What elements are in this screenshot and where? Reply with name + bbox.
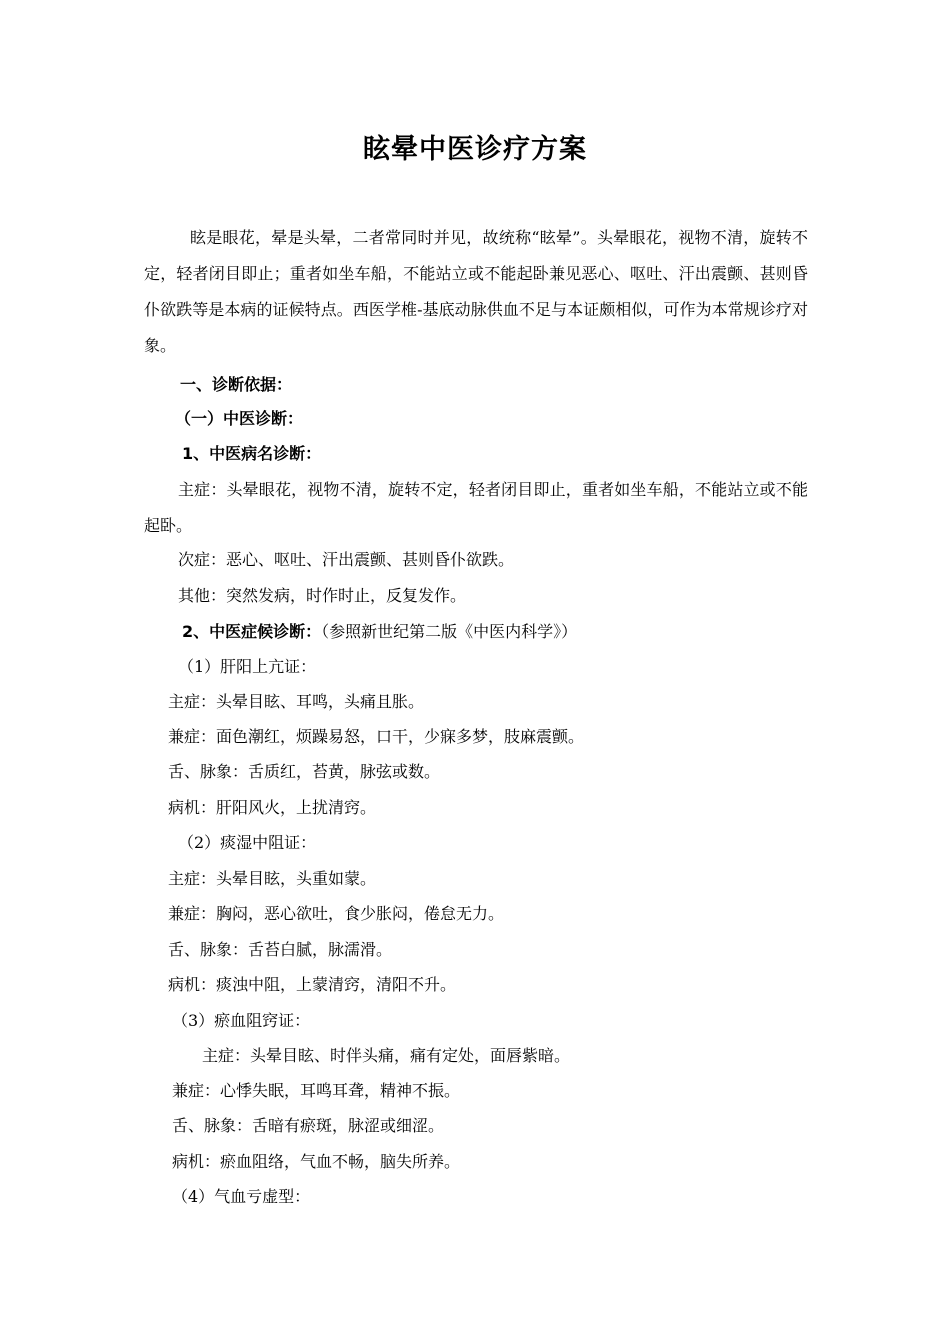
item-heading-syndrome-reference: （参照新世纪第二版《中医内科学》） — [321, 622, 578, 641]
syndrome-1-tongue-pulse: 舌、脉象：舌质红，苔黄，脉弦或数。 — [168, 762, 441, 781]
main-symptom-paragraph: 主症：头晕眼花，视物不清，旋转不定，轻者闭目即止，重者如坐车船，不能站立或不能起卧。 — [144, 480, 808, 535]
syndrome-3-main: 主症：头晕目眩、时伴头痛，痛有定处，面唇紫暗。 — [202, 1046, 571, 1065]
syndrome-3-tongue-pulse: 舌、脉象：舌暗有瘀斑，脉涩或细涩。 — [172, 1116, 445, 1135]
syndrome-4-title: （4）气血亏虚型： — [172, 1187, 311, 1206]
intro-paragraph: 眩是眼花，晕是头晕，二者常同时并见，故统称“眩晕”。头晕眼花，视物不清，旋转不定，轻者闭目即止；重者如坐车船，不能站立或不能起卧兼见恶心、呕吐、汗出震颤、甚则昏仆欲跌等是本病的证候特点。西医学椎-基底动脉供血不足与本证颇相似，可作为本常规诊疗对象。 — [144, 228, 808, 355]
item-heading-syndrome-label: 2、中医症候诊断： — [182, 622, 322, 641]
syndrome-1-title: （1）肝阳上亢证： — [178, 657, 317, 676]
other-symptom-line: 其他：突然发病，时作时止，反复发作。 — [178, 586, 467, 605]
item-heading-syndrome — [182, 617, 577, 647]
syndrome-3-title: （3）瘀血阻窍证： — [172, 1011, 311, 1030]
syndrome-2-tongue-pulse: 舌、脉象：舌苔白腻，脉濡滑。 — [168, 940, 393, 959]
syndrome-2-accompanying: 兼症：胸闷，恶心欲吐，食少胀闷，倦怠无力。 — [168, 904, 505, 923]
document-title: 眩晕中医诊疗方案 — [363, 134, 587, 165]
syndrome-2-main: 主症：头晕目眩，头重如蒙。 — [168, 869, 377, 888]
syndrome-3-pathogenesis: 病机：瘀血阻络，气血不畅，脑失所养。 — [172, 1152, 461, 1171]
secondary-symptom-line: 次症：恶心、呕吐、汗出震颤、甚则昏仆欲跌。 — [178, 550, 515, 569]
syndrome-1-main: 主症：头晕目眩、耳鸣，头痛且胀。 — [168, 692, 425, 711]
item-heading-disease-name: 1、中医病名诊断： — [182, 444, 322, 463]
syndrome-3-accompanying: 兼症：心悸失眠，耳鸣耳聋，精神不振。 — [172, 1081, 461, 1100]
subsection-heading-tcm-diagnosis: （一）中医诊断： — [175, 409, 304, 428]
syndrome-2-pathogenesis: 病机：痰浊中阻，上蒙清窍，清阳不升。 — [168, 975, 457, 994]
syndrome-1-accompanying: 兼症：面色潮红，烦躁易怒，口干，少寐多梦，肢麻震颤。 — [168, 727, 585, 746]
syndrome-1-pathogenesis: 病机：肝阳风火，上扰清窍。 — [168, 798, 377, 817]
syndrome-2-title: （2）痰湿中阻证： — [178, 833, 317, 852]
section-heading-diagnosis: 一、诊断依据： — [180, 375, 293, 394]
